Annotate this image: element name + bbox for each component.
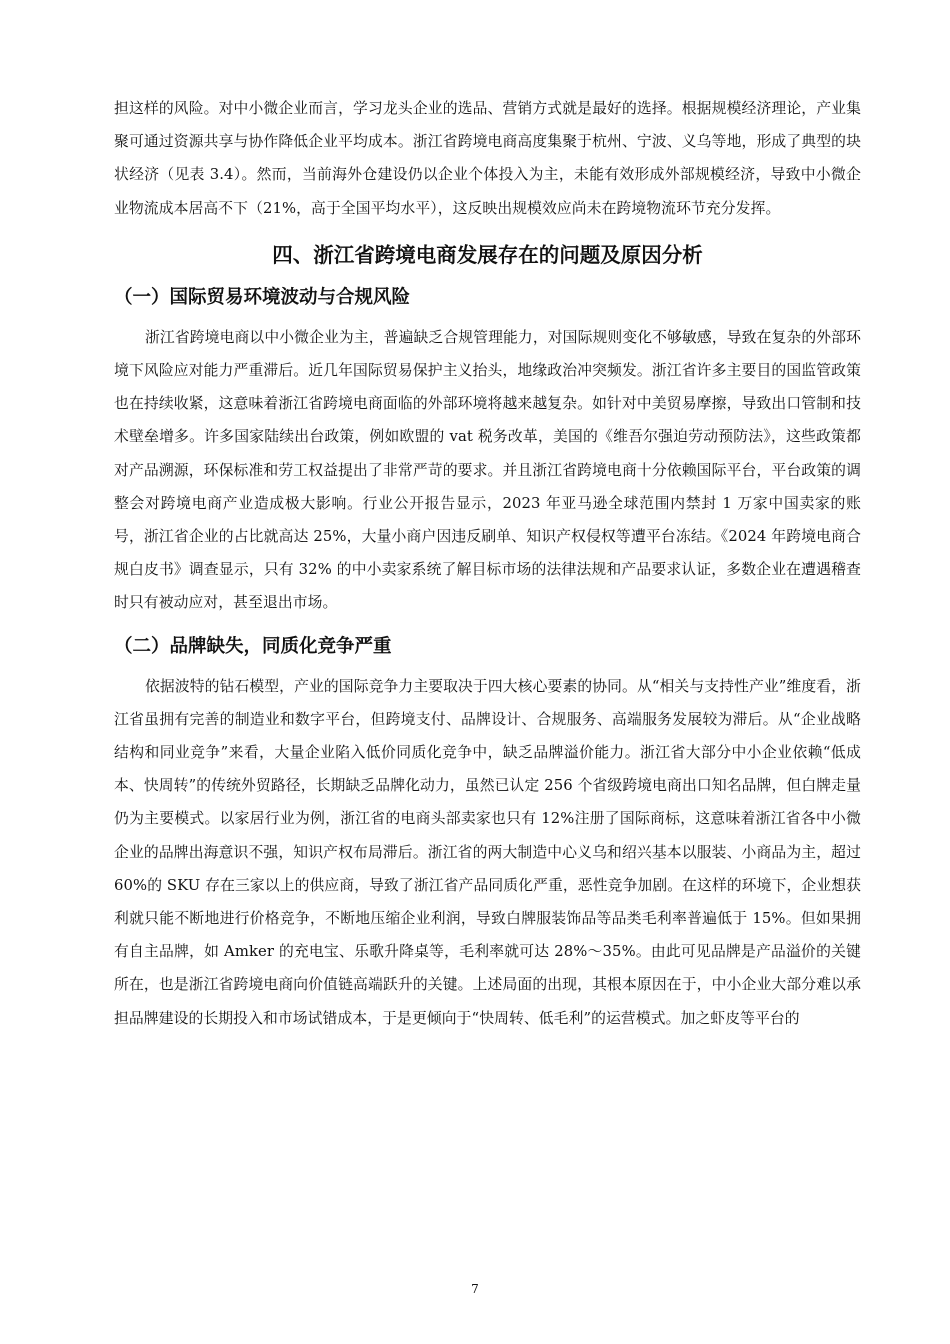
subsection-1-paragraph: 浙江省跨境电商以中小微企业为主，普遍缺乏合规管理能力，对国际规则变化不够敏感，导致在复杂的外部环境下风险应对能力严重滞后。近几年国际贸易保护主义抬头，地缘政治冲突频发。浙江省许多主要目的国监管政策也在持续收紧，这意味着浙江省跨境电商面临的外部环境将越来越复杂。如针对中美贸易摩擦，导致出口管制和技术壁垒增多。许多国家陆续出台政策，例如欧盟的 vat 税务改革，美国的《维吾尔强迫劳动预防法》，这些政策都对产品溯源，环保标准和劳工权益提出了非常严苛的要求。并且浙江省跨境电商十分依赖国际平台，平台政策的调整会对跨境电商产业造成极大影响。行业公开报告显示，2023 年亚马逊全球范围内禁封 1 万家中国卖家的账号，浙江省企业的占比就高达 25%，大量小商户因违反刷单、知识产权侵权等遭平台冻结。《2024 年跨境电商合规白皮书》调查显示，只有 32% 的中小卖家系统了解目标市场的法律法规和产品要求认证，多数企业在遭遇稽查时只有被动应对，甚至退出市场。 bbox=[114, 328, 861, 612]
intro-paragraph: 担这样的风险。对中小微企业而言，学习龙头企业的选品、营销方式就是最好的选择。根据规模经济理论，产业集聚可通过资源共享与协作降低企业平均成本。浙江省跨境电商高度集聚于杭州、宁波、义乌等地，形成了典型的块状经济（见表 3.4）。然而，当前海外仓建设仍以企业个体投入为主，未能有效形成外部规模经济，导致中小微企业物流成本居高不下（21%，高于全国平均水平），这反映出规模效应尚未在跨境物流环节充分发挥。 bbox=[114, 100, 861, 217]
subsection-2-heading: （二）品牌缺失，同质化竞争严重 bbox=[114, 635, 392, 657]
section-heading: 四、浙江省跨境电商发展存在的问题及原因分析 bbox=[272, 242, 703, 267]
page-number: 7 bbox=[471, 1282, 479, 1296]
document-page bbox=[114, 92, 861, 1035]
subsection-1-heading: （一）国际贸易环境波动与合规风险 bbox=[114, 286, 411, 308]
subsection-2-paragraph: 依据波特的钻石模型，产业的国际竞争力主要取决于四大核心要素的协同。从“相关与支持性产业”维度看，浙江省虽拥有完善的制造业和数字平台，但跨境支付、品牌设计、合规服务、高端服务发展较为滞后。从“企业战略结构和同业竞争”来看，大量企业陷入低价同质化竞争中，缺乏品牌溢价能力。浙江省大部分中小企业依赖“低成本、快周转”的传统外贸路径，长期缺乏品牌化动力，虽然已认定 256 个省级跨境电商出口知名品牌，但白牌走量仍为主要模式。以家居行业为例，浙江省的电商头部卖家也只有 12%注册了国际商标，这意味着浙江省各中小微企业的品牌出海意识不强，知识产权布局滞后。浙江省的两大制造中心义乌和绍兴基本以服装、小商品为主，超过 60%的 SKU 存在三家以上的供应商，导致了浙江省产品同质化严重，恶性竞争加剧。在这样的环境下，企业想获利就只能不断地进行价格竞争，不断地压缩企业利润，导致白牌服装饰品等品类毛利率普遍低于 15%。但如果拥有自主品牌，如 Amker 的充电宝、乐歌升降桌等，毛利率就可达 28%～35%。由此可见品牌是产品溢价的关键所在，也是浙江省跨境电商向价值链高端跃升的关键。上述局面的出现，其根本原因在于，中小企业大部分难以承担品牌建设的长期投入和市场试错成本，于是更倾向于“快周转、低毛利”的运营模式。加之虾皮等平台的 bbox=[114, 677, 861, 1027]
